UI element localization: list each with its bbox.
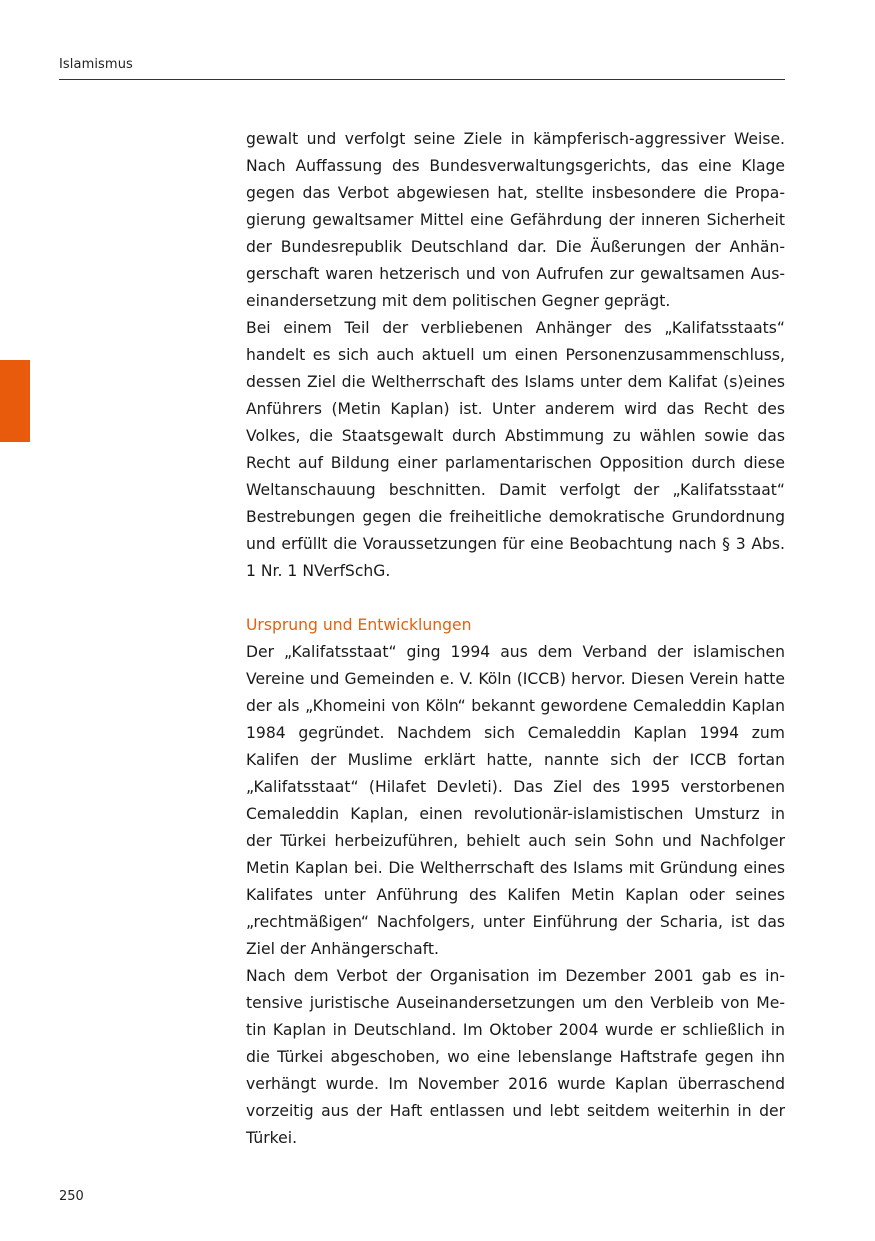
paragraph-4: Nach dem Verbot der Organisation im Dezember 2001 gab es intensive juristische Auseinandersetzungen um den Verbleib von Metin Kaplan in Deutschland. Im Oktober 2004 wurde er schließlich in die Türkei abgeschoben, wo eine lebenslange Haftstrafe gegen ihn verhängt wurde. Im November 2016 wurde Kaplan überraschend vorzeitig aus der Haft entlassen und lebt seitdem weiterhin in der Türkei.: [246, 967, 785, 1147]
section-heading: Ursprung und Entwicklungen: [246, 616, 472, 634]
paragraph-2: Bei einem Teil der verbliebenen Anhänger des „Kalifatsstaats“ handelt es sich auch aktuell um einen Personenzusammenschluss, dessen Ziel die Weltherrschaft des Islams unter dem Kalifat (s)eines Anführers (Metin Kaplan) ist. Unter anderem wird das Recht des Volkes, die Staatsgewalt durch Abstimmung zu wählen sowie das Recht auf Bildung einer parlamentarischen Opposition durch diese Weltanschauung beschnitten. Damit verfolgt der „Kalifatsstaat“ Bestrebungen gegen die freiheitliche demokratische Grundordnung und erfüllt die Voraussetzungen für eine Beobachtung nach § 3 Abs. 1 Nr. 1 NVerfSchG.: [246, 319, 785, 580]
running-header-title: Islamismus: [59, 57, 133, 72]
paragraph-1: gewalt und verfolgt seine Ziele in kämpferisch-aggressiver Weise. Nach Auffassung des Bundesverwaltungsgerichts, das eine Klage gegen das Verbot abgewiesen hat, stellte insbesondere die Propagierung gewaltsamer Mittel eine Gefährdung der inneren Sicherheit der Bundesrepublik Deutschland dar. Die Äußerungen der Anhängerschaft waren hetzerisch und von Aufrufen zur gewaltsamen Auseinandersetzung mit dem politischen Gegner geprägt.: [246, 130, 785, 310]
page-number: 250: [59, 1189, 84, 1204]
chapter-side-marker: [0, 360, 30, 442]
header-divider: [59, 79, 785, 80]
main-text-column: [246, 126, 785, 1152]
paragraph-3: Der „Kalifatsstaat“ ging 1994 aus dem Verband der islamischen Vereine und Gemeinden e. V. Köln (ICCB) hervor. Diesen Verein hatte der als „Khomeini von Köln“ bekannt gewordene Cemaleddin Kaplan 1984 gegründet. Nachdem sich Cemaleddin Kaplan 1994 zum Kalifen der Muslime erklärt hatte, nannte sich der ICCB fortan „Kalifatsstaat“ (Hilafet Devleti). Das Ziel des 1995 verstorbenen Cemaleddin Kaplan, einen revolutionär-islamistischen Umsturz in der Türkei herbeizuführen, behielt auch sein Sohn und Nachfolger Metin Kaplan bei. Die Weltherrschaft des Islams mit Gründung eines Kalifates unter Anführung des Kalifen Metin Kaplan oder seines „rechtmäßigen“ Nachfolgers, unter Einführung der Scharia, ist das Ziel der Anhängerschaft.: [246, 643, 785, 958]
